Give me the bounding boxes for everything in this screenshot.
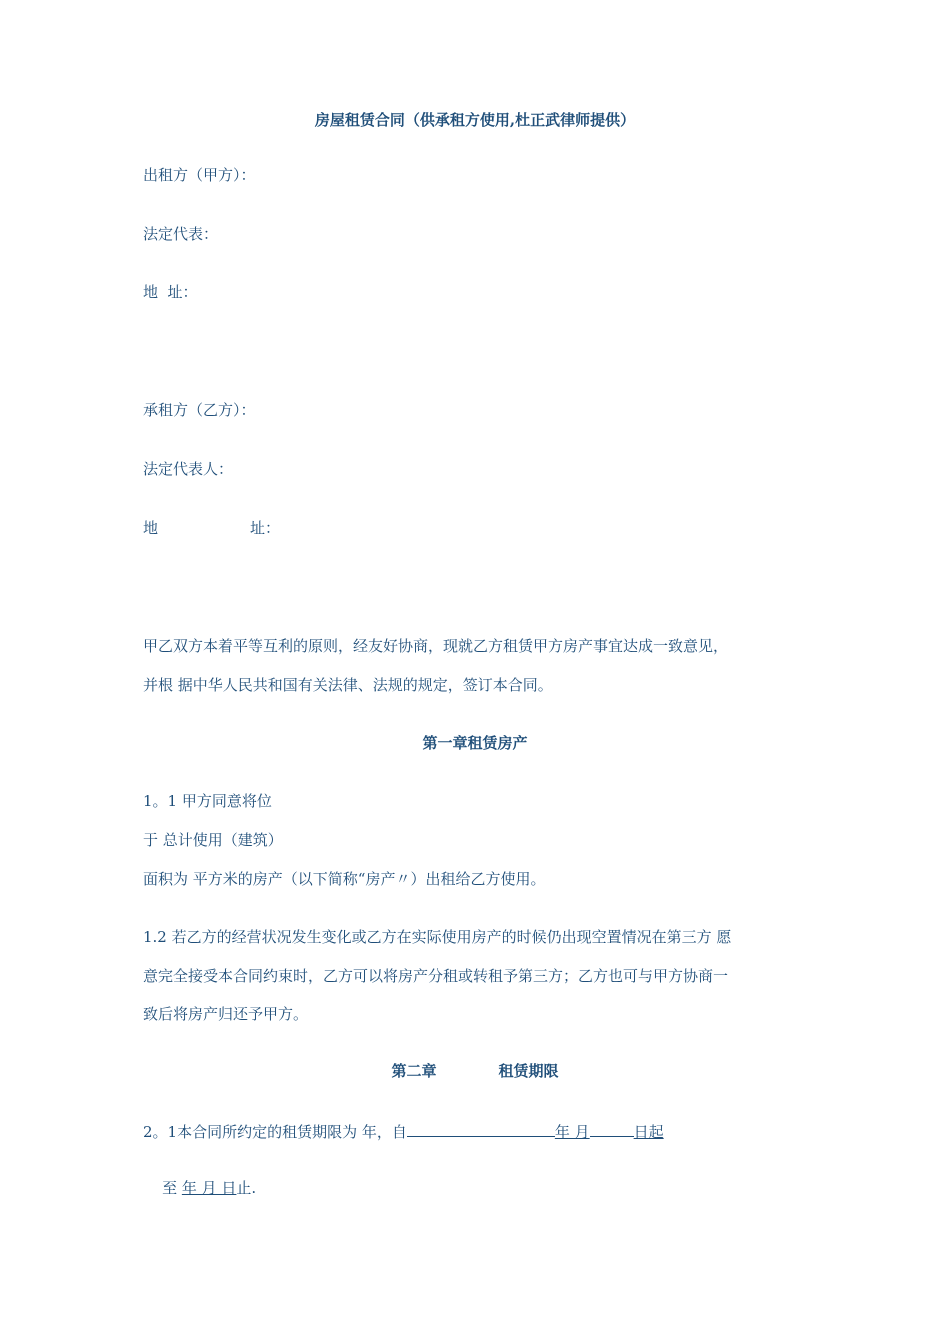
contract-title: 房屋租赁合同（供承租方使用,杜正武律师提供） (314, 111, 636, 129)
clause-1-1-line-1: 1。1 甲方同意将位 (143, 792, 272, 810)
start-day-suffix: 日起 (633, 1123, 664, 1141)
lessee-address-left: 地 (143, 519, 159, 537)
lessee-address-right: 址： (250, 519, 281, 537)
lessor-rep-label: 法定代表： (143, 225, 219, 243)
preamble-line-2: 并根 据中华人民共和国有关法律、法规的规定，签订本合同。 (143, 676, 553, 694)
end-suffix: 止. (236, 1179, 257, 1197)
preamble-line-1: 甲乙双方本着平等互利的原则，经友好协商，现就乙方租赁甲方房产事宜达成一致意见， (143, 637, 729, 655)
chapter2-title (0, 1061, 950, 1081)
clause-1-1-line-3: 面积为 平方米的房产（以下简称“房产〃）出租给乙方使用。 (143, 870, 546, 888)
end-prefix: 至 (162, 1179, 182, 1197)
clause-1-2-line-2: 意完全接受本合同约束时，乙方可以将房产分租或转租予第三方；乙方也可与甲方协商一 (143, 967, 729, 985)
clause-2-1-line-2 (143, 1158, 256, 1218)
clause-1-1-line-2: 于 总计使用（建筑） (143, 831, 283, 849)
clause-1-2-line-1: 1.2 若乙方的经营状况发生变化或乙方在实际使用房产的时候仍出现空置情况在第三方 愿 (143, 928, 732, 946)
chapter2-title-right: 租赁期限 (498, 1062, 559, 1080)
chapter2-title-left: 第二章 (391, 1062, 437, 1080)
lessee-address-label (143, 518, 280, 538)
clause-1-2-line-3: 致后将房产归还予甲方。 (143, 1005, 309, 1023)
end-date: 年 月 日 (181, 1179, 237, 1197)
lessor-label: 出租方（甲方）： (143, 166, 256, 184)
clause-2-1-line-1 (143, 1120, 664, 1142)
start-year-month: 年 月 (554, 1123, 590, 1141)
lessor-address-label: 地 址： (143, 283, 198, 301)
start-date-blank[interactable] (407, 1120, 555, 1137)
lessee-rep-label: 法定代表人： (143, 460, 234, 478)
clause-2-1-text: 2。1本合同所约定的租赁期限为 年，自 (143, 1123, 407, 1141)
lessee-label: 承租方（乙方）： (143, 401, 256, 419)
chapter1-title: 第一章租赁房产 (422, 734, 528, 752)
start-day-blank[interactable] (590, 1120, 634, 1137)
